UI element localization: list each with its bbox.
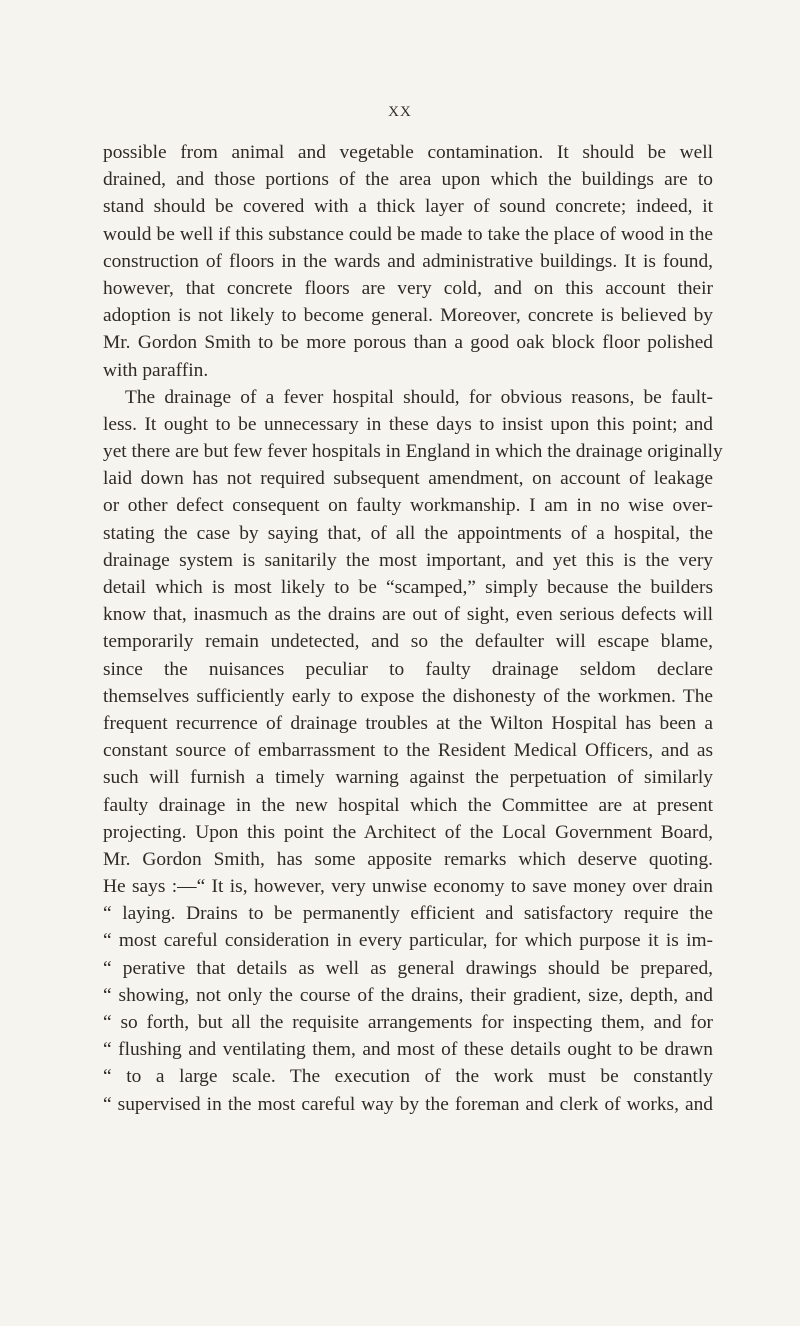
text-line: faulty drainage in the new hospital which the Committee are at present xyxy=(103,794,713,816)
quote-line: “ showing, not only the course of the drains, their gradient, size, depth, and xyxy=(103,984,713,1006)
paragraph-start-line: The drainage of a fever hospital should, for obvious reasons, be fault- xyxy=(125,386,713,408)
text-line: however, that concrete floors are very cold, and on this account their xyxy=(103,277,713,299)
quote-line: “ laying. Drains to be permanently efficient and satisfactory require the xyxy=(103,903,713,925)
text-line: possible from animal and vegetable contamination. It should be well xyxy=(103,142,713,163)
text-line: with paraffin. xyxy=(103,359,209,381)
quote-line: “ most careful consideration in every particular, for which purpose it is im- xyxy=(103,930,713,952)
text-line: temporarily remain undetected, and so the defaulter will escape blame, xyxy=(103,631,713,653)
text-line: Mr. Gordon Smith to be more porous than a good oak block floor polished xyxy=(103,332,713,354)
body-text xyxy=(103,139,723,1118)
text-line: stating the case by saying that, of all the appointments of a hospital, the xyxy=(103,522,713,544)
text-line: themselves sufficiently early to expose the dishonesty of the workmen. The xyxy=(103,685,713,707)
quote-line: “ to a large scale. The execution of the work must be constantly xyxy=(103,1066,713,1088)
text-line: would be well if this substance could be made to take the place of wood in the xyxy=(103,223,713,245)
text-line: since the nuisances peculiar to faulty drainage seldom declare xyxy=(103,658,713,680)
text-line: Mr. Gordon Smith, has some apposite remarks which deserve quoting. xyxy=(103,848,713,870)
text-line: or other defect consequent on faulty workmanship. I am in no wise over- xyxy=(103,495,713,517)
quote-line: “ supervised in the most careful way by the foreman and clerk of works, and xyxy=(103,1093,713,1115)
text-line: drainage system is sanitarily the most important, and yet this is the very xyxy=(103,549,713,571)
text-line: laid down has not required subsequent amendment, on account of leakage xyxy=(103,468,713,490)
text-line: construction of floors in the wards and administrative buildings. It is found, xyxy=(103,250,713,272)
text-line: detail which is most likely to be “scamped,” simply because the builders xyxy=(103,577,713,598)
page-number: XX xyxy=(388,104,412,120)
text-line: know that, inasmuch as the drains are out of sight, even serious defects will xyxy=(103,604,713,626)
text-line: such will furnish a timely warning against the perpetuation of similarly xyxy=(103,767,713,789)
text-line: projecting. Upon this point the Architect of the Local Government Board, xyxy=(103,821,713,843)
quote-line: “ flushing and ventilating them, and most of these details ought to be drawn xyxy=(103,1039,713,1061)
text-line: yet there are but few fever hospitals in England in which the drainage originally xyxy=(103,441,723,463)
text-line: frequent recurrence of drainage troubles at the Wilton Hospital has been a xyxy=(103,712,713,734)
quote-line: “ so forth, but all the requisite arrangements for inspecting them, and for xyxy=(103,1012,713,1033)
text-line: stand should be covered with a thick layer of sound concrete; indeed, it xyxy=(103,196,713,218)
text-line: He says :—“ It is, however, very unwise economy to save money over drain xyxy=(103,876,713,898)
text-line: less. It ought to be unnecessary in these days to insist upon this point; and xyxy=(103,413,713,435)
text-line: constant source of embarrassment to the Resident Medical Officers, and as xyxy=(103,740,713,762)
text-line: adoption is not likely to become general. Moreover, concrete is believed by xyxy=(103,305,713,327)
quote-line: “ perative that details as well as general drawings should be prepared, xyxy=(103,957,713,979)
text-line: drained, and those portions of the area upon which the buildings are to xyxy=(103,169,713,191)
